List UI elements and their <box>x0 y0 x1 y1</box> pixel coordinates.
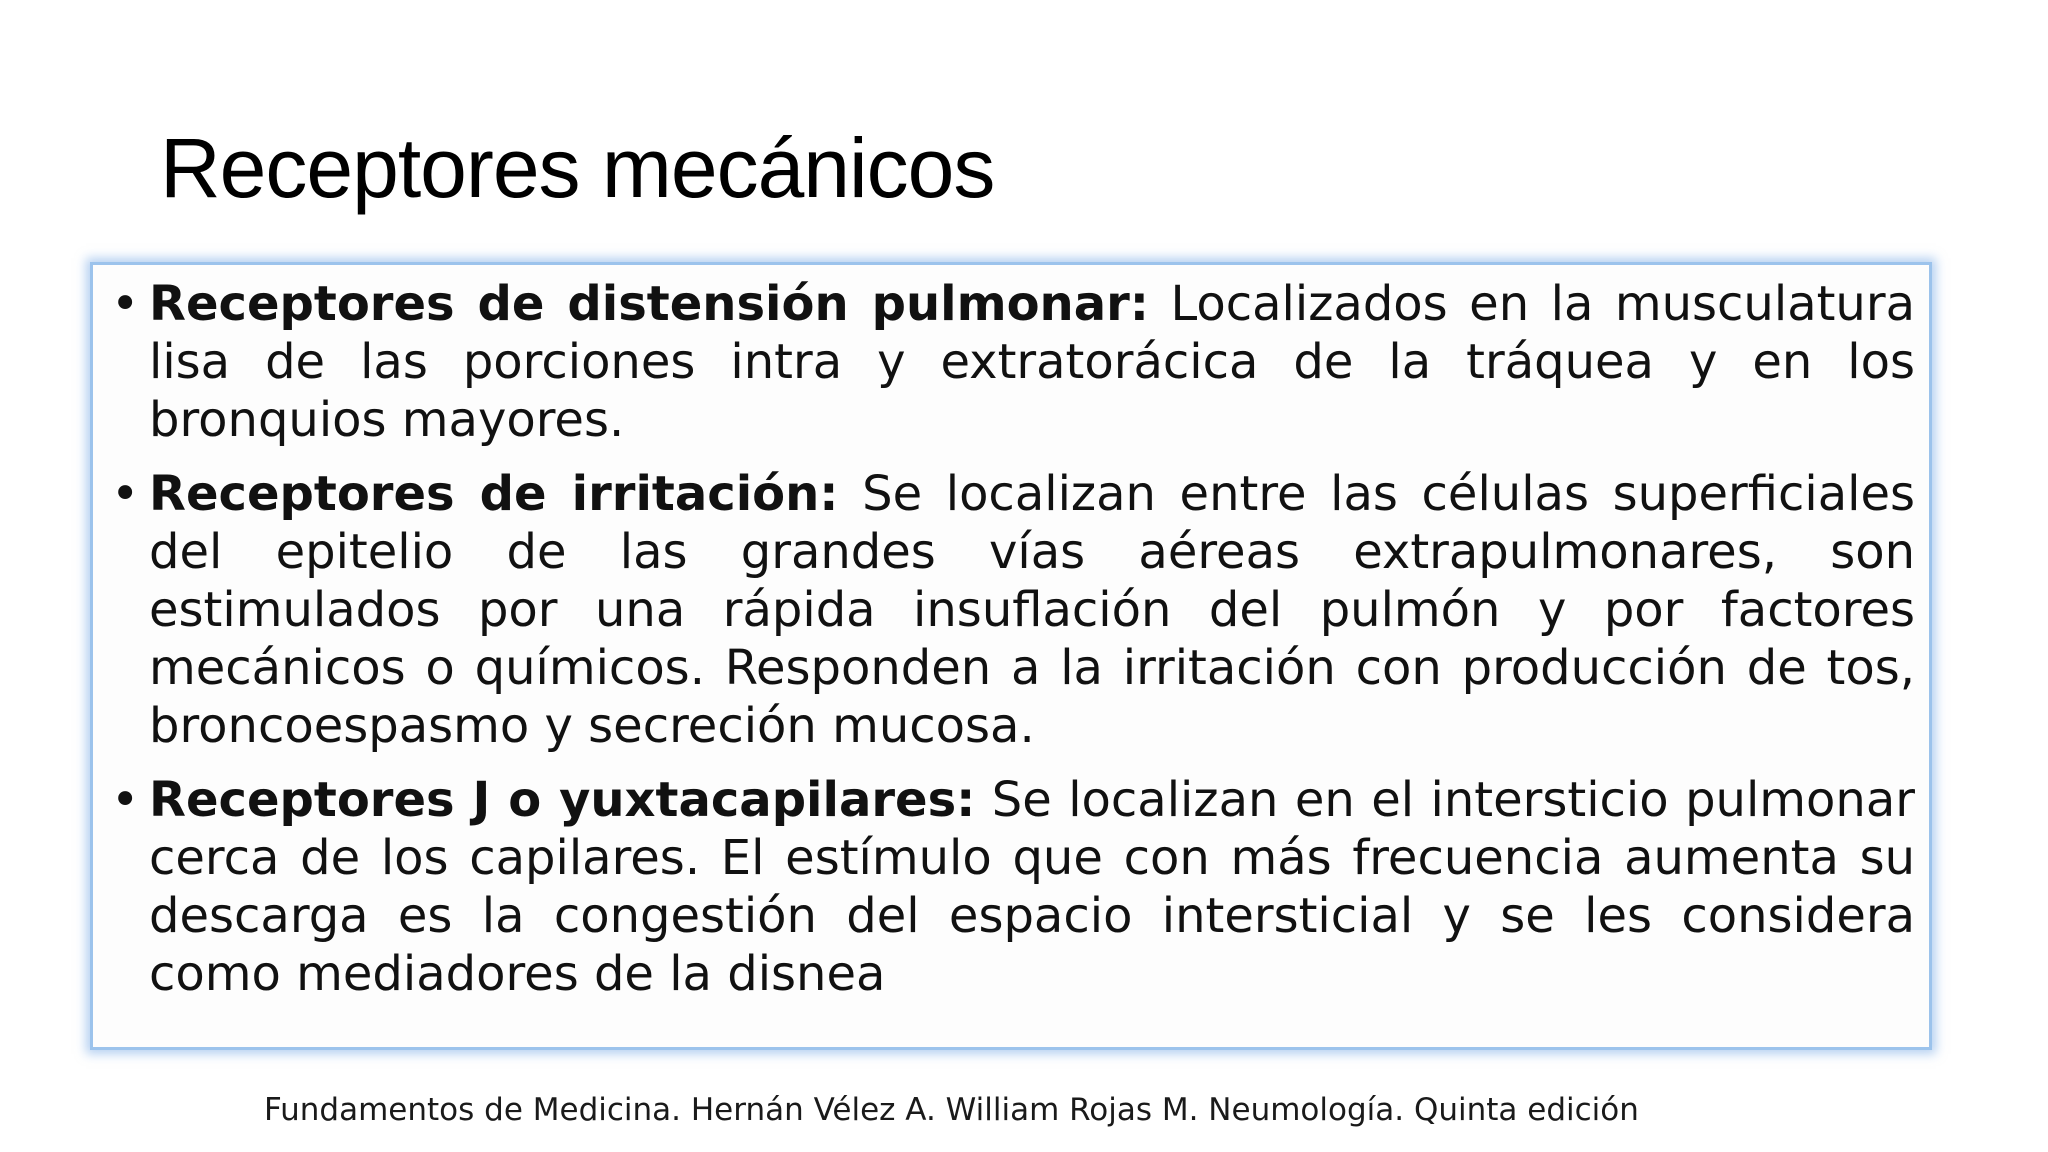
bullet-text: Localizados en la musculatura lisa de las porciones intra y extratorácica de la tráquea y en los bronquios mayores. <box>149 276 1915 448</box>
bullet-dot-icon: • <box>111 466 140 522</box>
bullet-list <box>111 275 1915 1003</box>
bullet-text: Se localizan entre las células superficiales del epitelio de las grandes vías aéreas extrapulmonares, son estimulados por una rápida insuflación del pulmón y por factores mecánicos o químicos. Responden a la irritación con producción de tos, broncoespasmo y secreción mucosa. <box>149 466 1915 754</box>
bullet-item-irritacion <box>111 465 1915 755</box>
content-box <box>90 262 1932 1050</box>
bullet-term: Receptores J o yuxtacapilares: <box>149 772 976 828</box>
slide-title: Receptores mecánicos <box>160 121 995 215</box>
bullet-item-distension <box>111 275 1915 449</box>
bullet-dot-icon: • <box>111 276 140 332</box>
bullet-term: Receptores de distensión pulmonar: <box>149 276 1149 332</box>
bullet-text: Se localizan en el intersticio pulmonar cerca de los capilares. El estímulo que con más frecuencia aumenta su descarga es la congestión del espacio intersticial y se les considera como mediadores de la disnea <box>149 772 1915 1002</box>
bullet-item-yuxtacapilares <box>111 771 1915 1003</box>
bullet-dot-icon: • <box>111 772 140 828</box>
bullet-term: Receptores de irritación: <box>149 466 839 522</box>
source-citation: Fundamentos de Medicina. Hernán Vélez A. William Rojas M. Neumología. Quinta edición <box>264 1092 1639 1128</box>
